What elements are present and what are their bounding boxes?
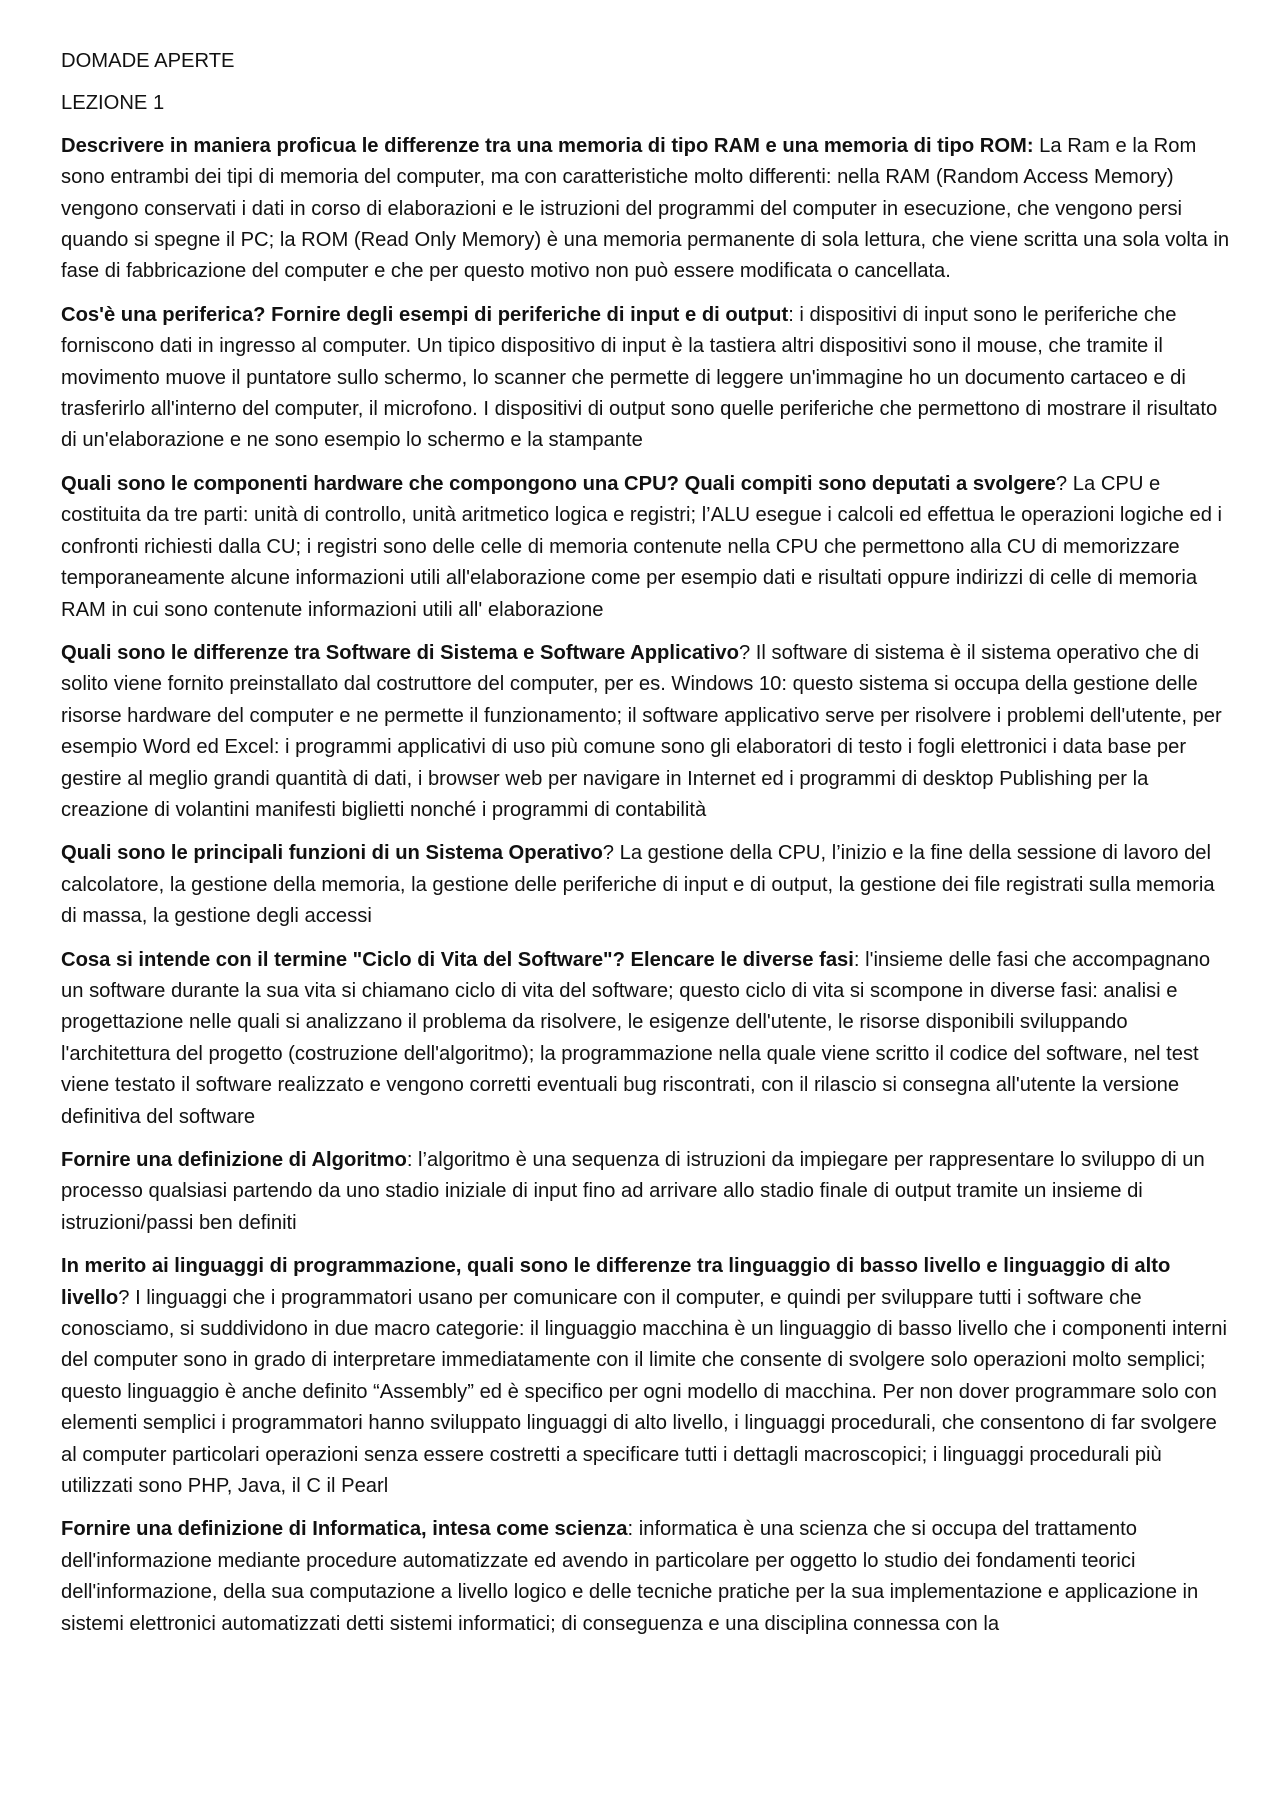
qa-cpu	[61, 469, 1231, 626]
question-text: Fornire una definizione di Informatica, intesa come scienza	[61, 1518, 628, 1541]
qa-software	[61, 638, 1231, 826]
qa-ciclo-vita	[61, 945, 1231, 1133]
answer-text: ? La gestione della CPU, l’inizio e la fine della sessione di lavoro del calcolatore, la gestione della memoria, la gestione delle periferiche di input e di output, la gestione dei file registrati sulla memoria di massa, la gestione degli accessi	[61, 842, 1215, 928]
answer-text: : l’algoritmo è una sequenza di istruzioni da impiegare per rappresentare lo sviluppo di un processo qualsiasi partendo da uno stadio iniziale di input fino ad arrivare allo stadio finale di output tramite un insieme di istruzioni/passi ben definiti	[61, 1149, 1205, 1234]
answer-text: : l'insieme delle fasi che accompagnano un software durante la sua vita si chiamano ciclo di vita del software; questo ciclo di vita si scompone in diverse fasi: analisi e progettazione nelle quali si analizzano il problema da risolvere, le esigenze dell'utente, le risorse disponibili sviluppando l'architettura del progetto (costruzione dell'algoritmo); la programmazione nella quale viene scritto il codice del software, nel test viene testato il software realizzato e vengono corretti eventuali bug riscontrati, con il rilascio si consegna all'utente la versione definitiva del software	[61, 948, 1211, 1128]
question-text: Quali sono le componenti hardware che compongono una CPU? Quali compiti sono deputati a svolgere	[61, 472, 1056, 495]
answer-text: La Ram e la Rom sono entrambi dei tipi di memoria del computer, ma con caratteristiche molto differenti: nella RAM (Random Access Memory) vengono conservati i dati in corso di elaborazioni e le istruzioni del programmi del computer in esecuzione, che vengono persi quando si spegne il PC; la ROM (Read Only Memory) è una memoria permanente di sola lettura, che viene scritta una sola volta in fase di fabbricazione del computer e che per questo motivo non può essere modificata o cancellata.	[61, 134, 1230, 283]
answer-text: ? Il software di sistema è il sistema operativo che di solito viene fornito preinstallato dal costruttore del computer, per es. Windows 10: questo sistema si occupa della gestione delle risorse hardware del computer e ne permette il funzionamento; il software applicativo serve per risolvere i problemi dell'utente, per esempio Word ed Excel: i programmi applicativi di uso più comune sono gli elaboratori di testo i fogli elettronici i data base per gestire al meglio grandi quantità di dati, i browser web per navigare in Internet ed i programmi di desktop Publishing per la creazione di volantini manifesti biglietti nonché i programmi di contabilità	[61, 641, 1222, 821]
document-title: DOMADE APERTE	[61, 50, 235, 72]
question-text: Cosa si intende con il termine "Ciclo di Vita del Software"? Elencare le diverse fasi	[61, 948, 854, 971]
qa-ram-rom	[61, 131, 1231, 288]
qa-informatica	[61, 1514, 1231, 1640]
question-text: Descrivere in maniera proficua le differenze tra una memoria di tipo RAM e una memoria di tipo ROM:	[61, 134, 1034, 157]
question-text: Quali sono le differenze tra Software di Sistema e Software Applicativo	[61, 641, 739, 664]
question-text: Fornire una definizione di Algoritmo	[61, 1149, 407, 1171]
question-text: Cos'è una periferica? Fornire degli esempi di periferiche di input e di output	[61, 303, 789, 326]
qa-sistema-operativo	[61, 838, 1231, 932]
question-text: Quali sono le principali funzioni di un Sistema Operativo	[61, 842, 603, 865]
lesson-heading: LEZIONE 1	[61, 92, 165, 115]
answer-text: ? I linguaggi che i programmatori usano per comunicare con il computer, e quindi per sviluppare tutti i software che conosciamo, si suddividono in due macro categorie: il linguaggio macchina è un linguaggio di basso livello che i componenti interni del computer sono in grado di interpretare immediatamente con il limite che consente di svolgere solo operazioni molto semplici; questo linguaggio è anche definito “Assembly” ed è specifico per ogni modello di macchina. Per non dover programmare solo con elementi semplici i programmatori hanno sviluppato linguaggi di alto livello, i linguaggi procedurali, che consentono di far svolgere al computer particolari operazioni senza essere costretti a specificare tutti i dettagli macroscopici; i linguaggi procedurali più utilizzati sono PHP, Java, il C il Pearl	[61, 1286, 1227, 1498]
answer-text: : informatica è una scienza che si occupa del trattamento dell'informazione mediante procedure automatizzate ed avendo in particolare per oggetto lo studio dei fondamenti teorici dell'informazione, della sua computazione a livello logico e delle tecniche pratiche per la sua implementazione e applicazione in sistemi elettronici automatizzati detti sistemi informatici; di conseguenza e una disciplina connessa con la	[61, 1518, 1199, 1635]
qa-algoritmo	[61, 1145, 1231, 1239]
answer-text: ? La CPU e costituita da tre parti: unità di controllo, unità aritmetico logica e registri; l’ALU esegue i calcoli ed effettua le operazioni logiche ed i confronti richiesti dalla CU; i registri sono delle celle di memoria contenute nella CPU che permettono alla CU di memorizzare temporaneamente alcune informazioni utili all'elaborazione come per esempio dati e risultati oppure indirizzi di celle di memoria RAM in cui sono contenute informazioni utili all' elaborazione	[61, 472, 1223, 621]
document-page	[61, 46, 1231, 1652]
question-text: In merito ai linguaggi di programmazione, quali sono le differenze tra linguaggio di basso livello e linguaggio di alto livello	[61, 1255, 1171, 1309]
qa-periferiche	[61, 300, 1231, 457]
answer-text: : i dispositivi di input sono le periferiche che forniscono dati in ingresso al computer. Un tipico dispositivo di input è la tastiera altri dispositivi sono il mouse, che tramite il movimento muove il puntatore sullo schermo, lo scanner che permette di leggere un'immagine ho un documento cartaceo e di trasferirlo all'interno del computer, il microfono. I dispositivi di output sono quelle periferiche che permettono di mostrare il risultato di un'elaborazione e ne sono esempio lo schermo e la stampante	[61, 303, 1218, 452]
qa-linguaggi	[61, 1251, 1231, 1502]
